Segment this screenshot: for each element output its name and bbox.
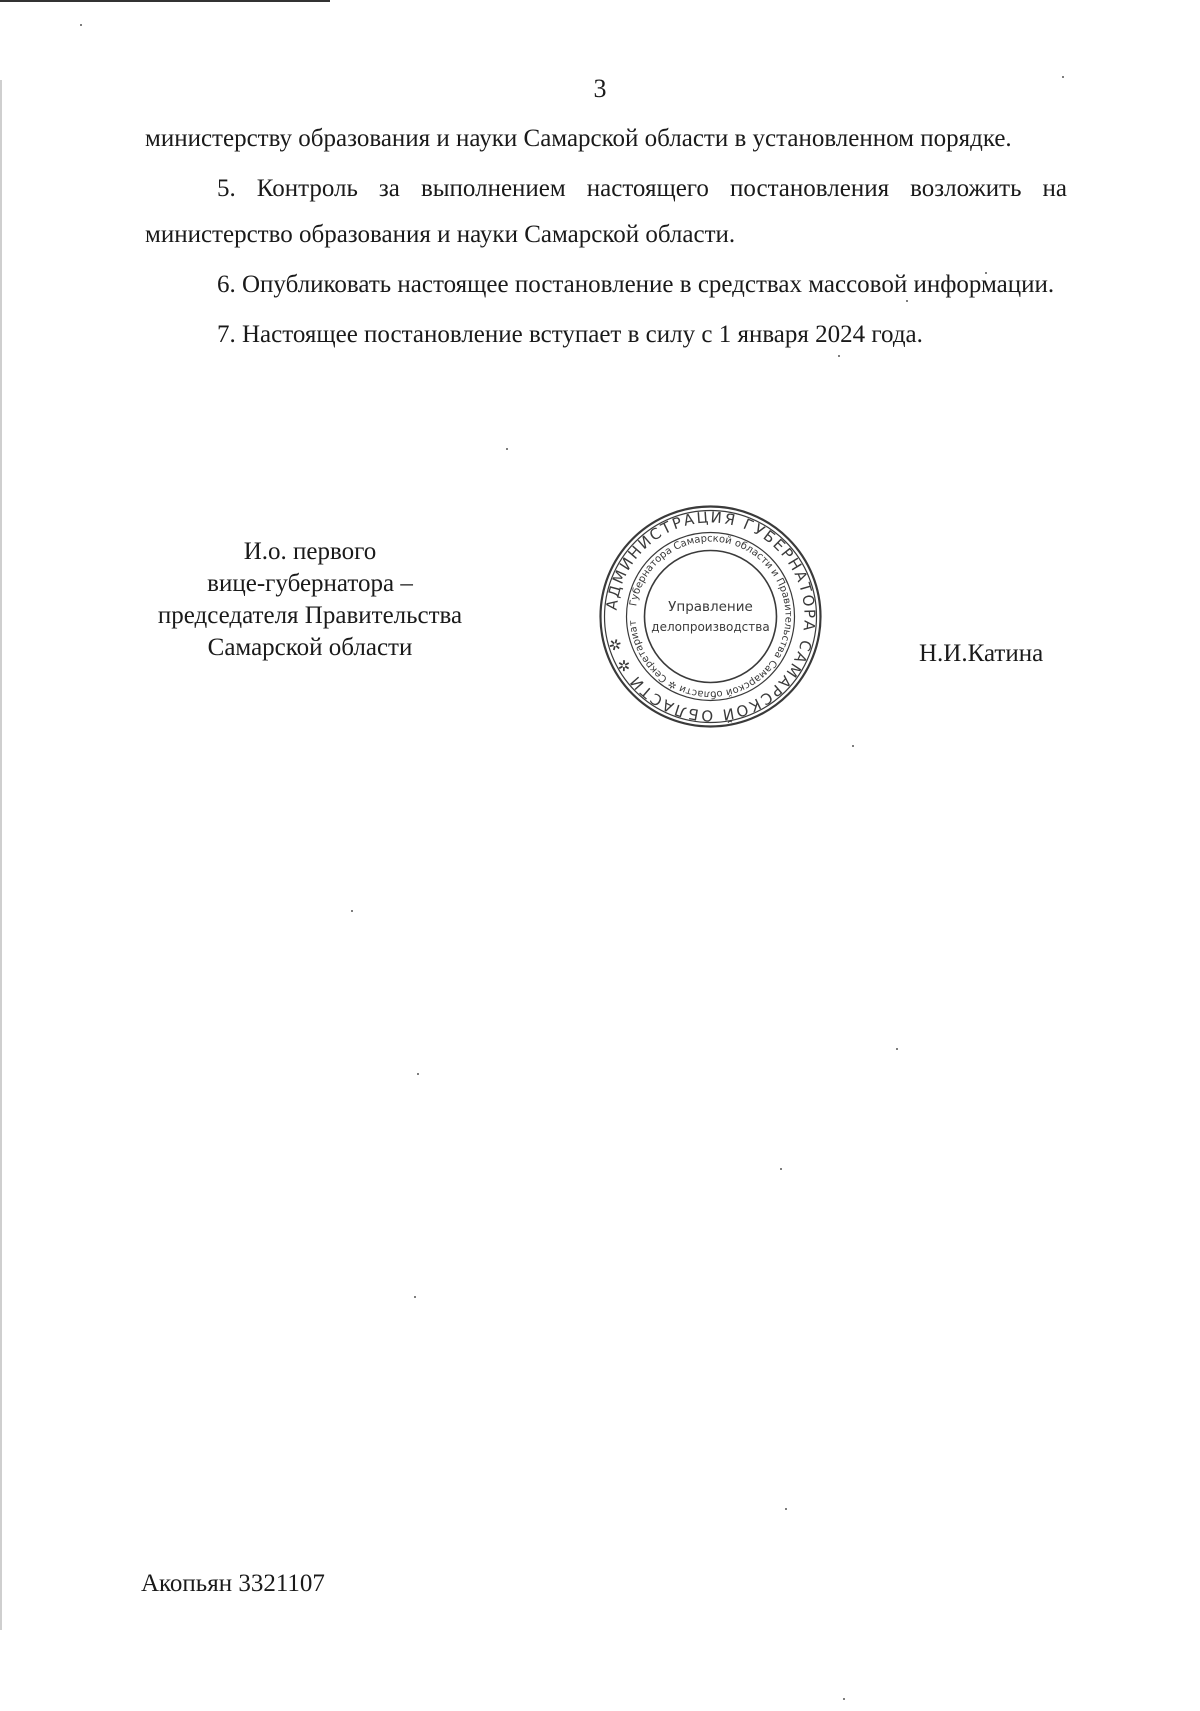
signer-title-line: Самарской области — [207, 634, 413, 661]
scan-speck — [780, 1168, 782, 1170]
scan-speck — [843, 1698, 845, 1700]
page-number: 3 — [593, 74, 607, 103]
document-body — [145, 116, 1067, 358]
stamp-center-line: Управление — [668, 599, 753, 615]
scan-speck — [785, 1508, 787, 1510]
official-stamp — [597, 503, 824, 730]
scan-speck — [414, 1296, 416, 1298]
scan-speck — [417, 1073, 419, 1075]
scan-speck — [80, 24, 82, 26]
stamp-outer-text: АДМИНИСТРАЦИЯ ГУБЕРНАТОРА САМАРСКОЙ ОБЛАСТИ ✲ ✲ — [602, 508, 819, 725]
signer-title-line: И.о. первого — [243, 538, 377, 565]
signer-title — [130, 536, 490, 664]
paragraph-continuation: министерству образования и науки Самарской области в установленном порядке. — [145, 125, 1012, 152]
scan-speck — [351, 910, 353, 912]
signer-title-line: председателя Правительства — [157, 602, 463, 629]
signer-title-line: вице-губернатора – — [207, 570, 413, 597]
scan-speck — [852, 745, 854, 747]
stamp-center-line: делопроизводства — [651, 620, 770, 634]
scan-edge — [0, 80, 2, 1630]
signer-name: Н.И.Катина — [919, 640, 1044, 667]
scan-speck — [506, 448, 508, 450]
stamp-middle-text: Губернатора Самарской области и Правительства Самарской области ✲ Секретариат — [627, 533, 794, 700]
scan-edge — [0, 0, 330, 2]
paragraph-7: 7. Настоящее постановление вступает в силу с 1 января 2024 года. — [217, 321, 923, 348]
scan-speck — [896, 1048, 898, 1050]
paragraph-6: 6. Опубликовать настоящее постановление в средствах массовой информации. — [217, 271, 1055, 298]
paragraph-5: 5. Контроль за выполнением настоящего постановления возложить на министерство образования и науки Самарской области. — [145, 175, 1067, 248]
stamp-seal — [597, 503, 824, 730]
executor-contact: Акопьян 3321107 — [141, 1570, 325, 1597]
